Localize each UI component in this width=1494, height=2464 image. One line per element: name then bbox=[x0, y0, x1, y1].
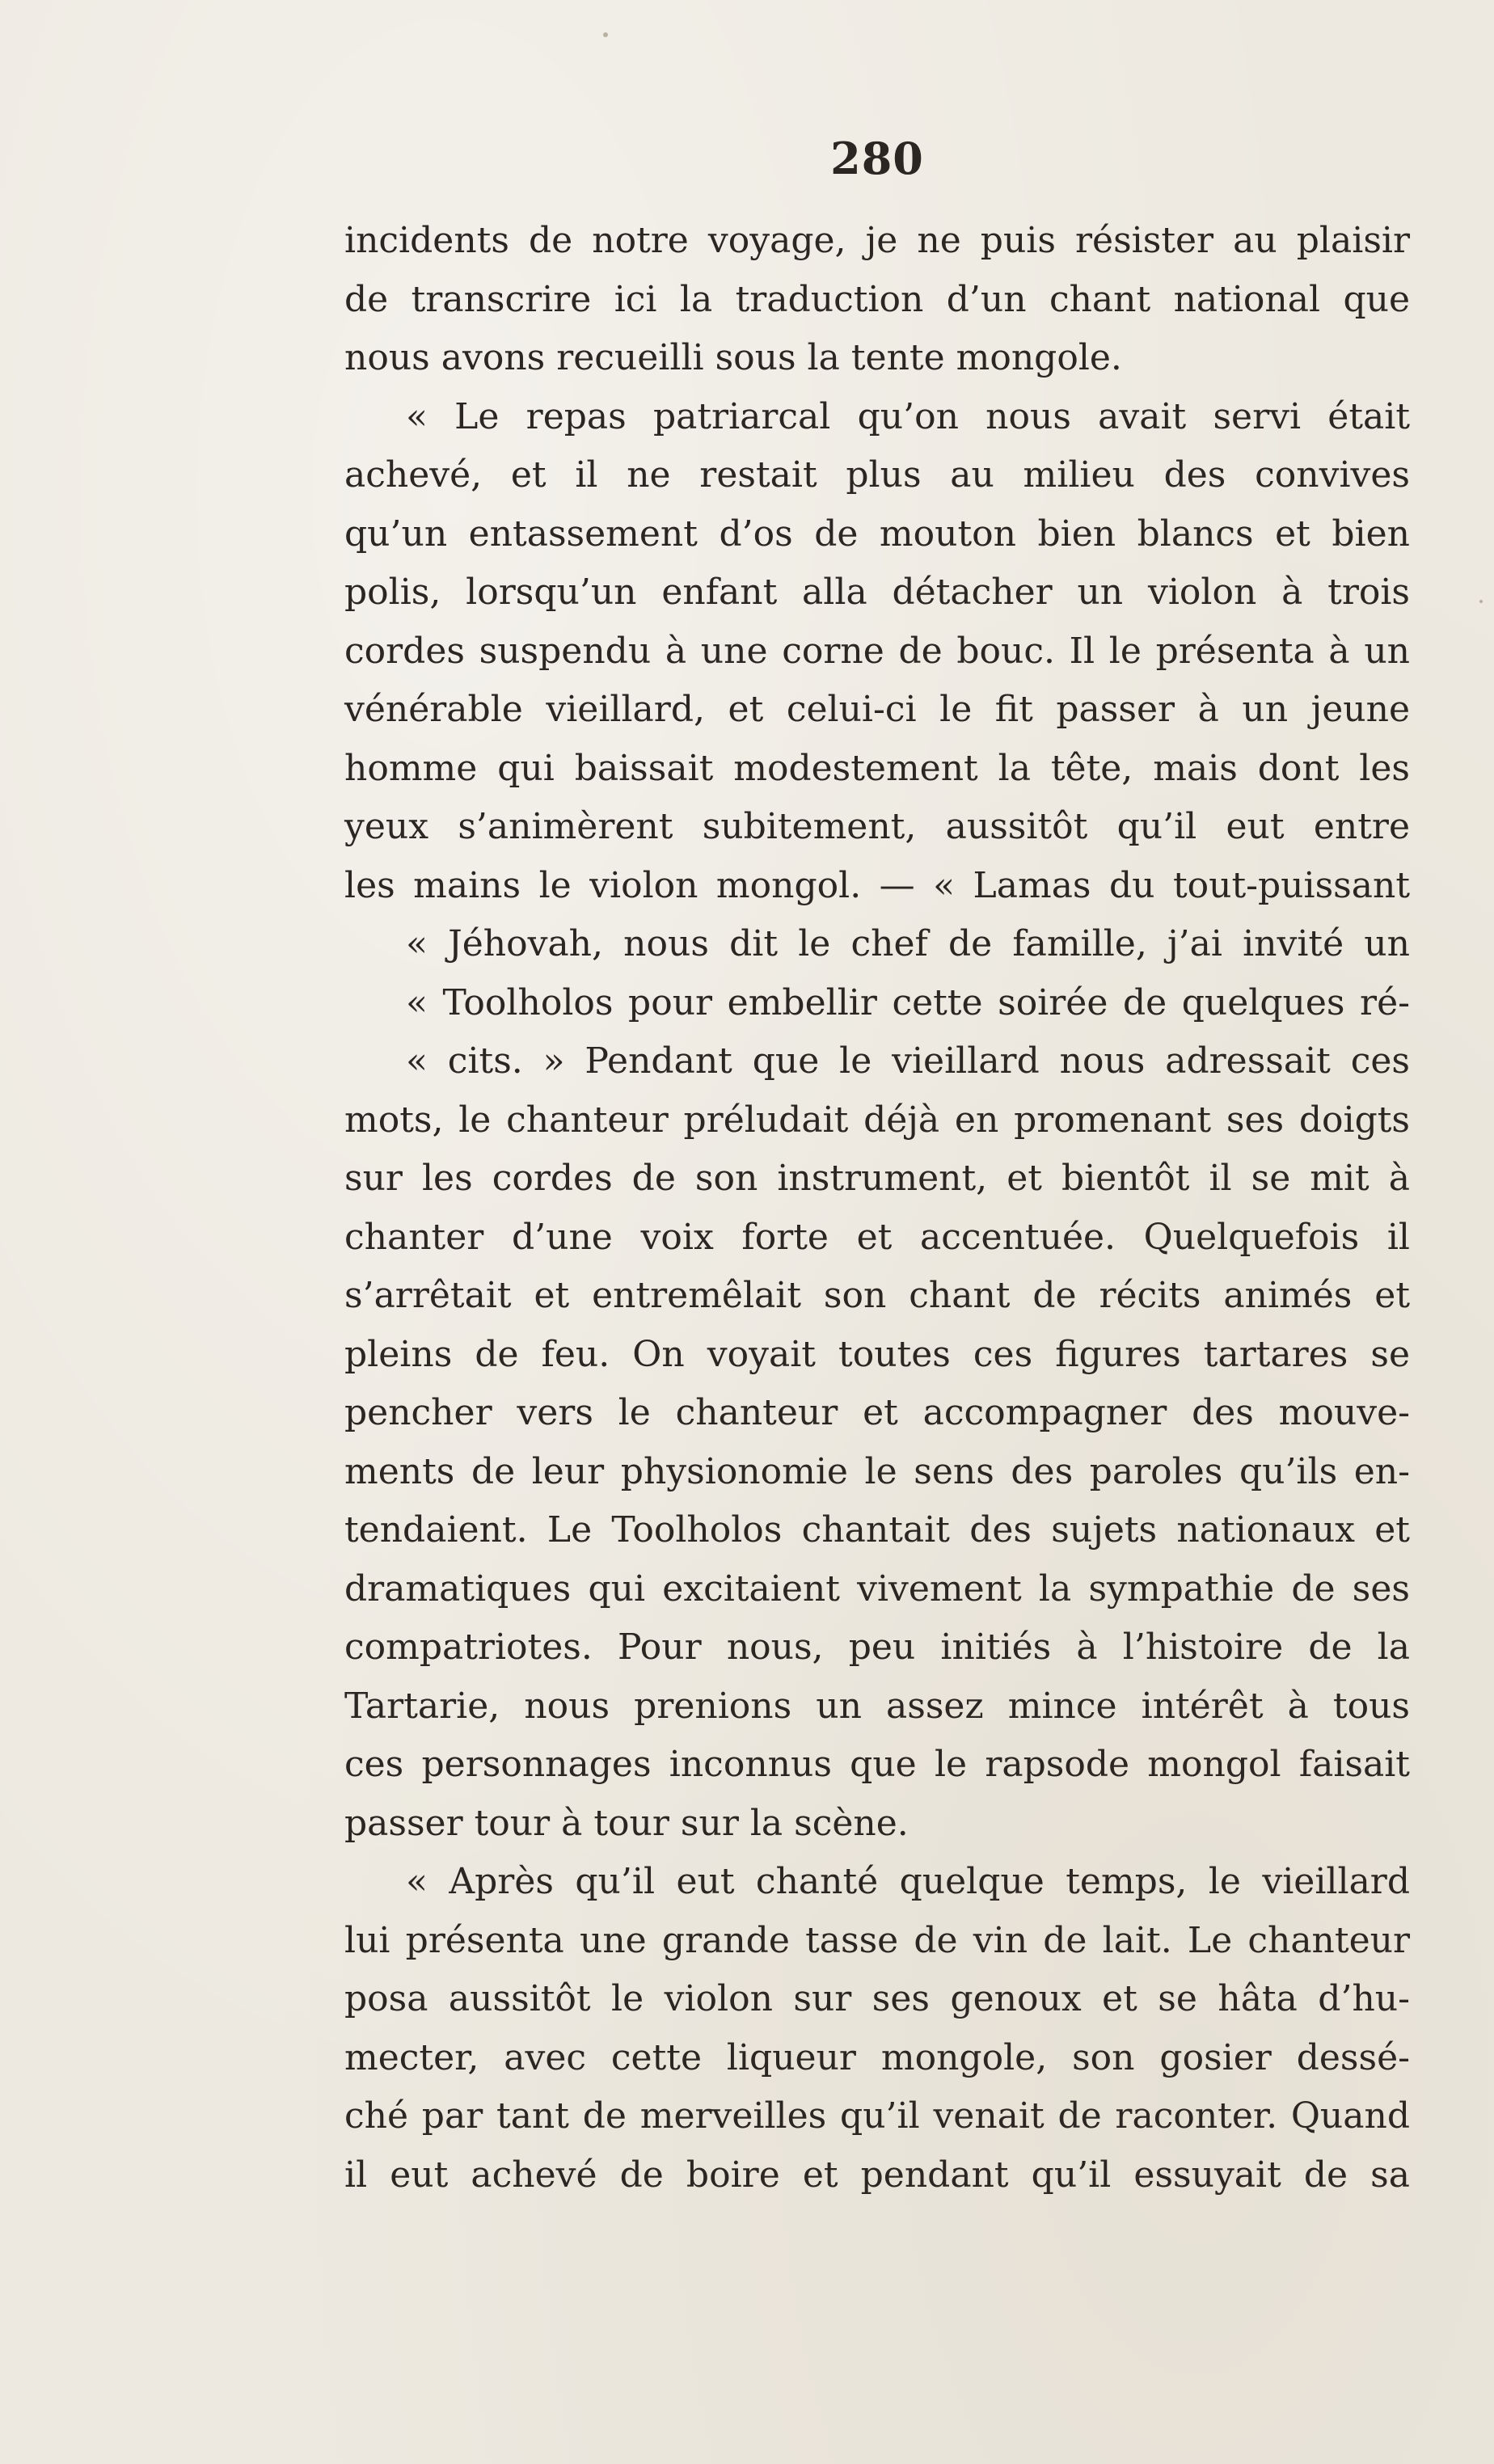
text-line: cordes suspendu à une corne de bouc. Il le présenta à un bbox=[344, 630, 1410, 672]
text-line: ché par tant de merveilles qu’il venait de raconter. Quand bbox=[344, 2095, 1410, 2137]
text-line: achevé, et il ne restait plus au milieu des convives bbox=[344, 454, 1410, 496]
text-line: chanter d’une voix forte et accentuée. Quelquefois il bbox=[344, 1216, 1410, 1258]
text-line: il eut achevé de boire et pendant qu’il essuyait de sa bbox=[344, 2154, 1410, 2196]
paper-speck bbox=[603, 32, 608, 37]
paper-speck bbox=[1479, 600, 1483, 603]
text-line: « Jéhovah, nous dit le chef de famille, j’ai invité un bbox=[406, 923, 1410, 964]
text-line: « cits. » Pendant que le vieillard nous adressait ces bbox=[406, 1040, 1410, 1082]
text-line: « Le repas patriarcal qu’on nous avait servi était bbox=[406, 395, 1410, 437]
text-line: polis, lorsqu’un enfant alla détacher un violon à trois bbox=[344, 572, 1410, 613]
text-line: nous avons recueilli sous la tente mongole. bbox=[344, 337, 1122, 378]
text-line: les mains le violon mongol. — « Lamas du tout-puissant bbox=[344, 864, 1410, 906]
text-line: incidents de notre voyage, je ne puis résister au plaisir bbox=[344, 220, 1410, 261]
text-line: homme qui baissait modestement la tête, mais dont les bbox=[344, 747, 1410, 789]
text-line: qu’un entassement d’os de mouton bien blancs et bien bbox=[344, 513, 1410, 555]
text-line: mots, le chanteur préludait déjà en promenant ses doigts bbox=[344, 1099, 1410, 1141]
text-line: yeux s’animèrent subitement, aussitôt qu’il eut entre bbox=[344, 806, 1410, 847]
text-line: « Après qu’il eut chanté quelque temps, le vieillard bbox=[406, 1861, 1410, 1902]
text-line: pleins de feu. On voyait toutes ces figures tartares se bbox=[344, 1333, 1410, 1375]
text-line: tendaient. Le Toolholos chantait des sujets nationaux et bbox=[344, 1509, 1410, 1551]
text-line: pencher vers le chanteur et accompagner des mouve- bbox=[344, 1392, 1410, 1433]
text-line: mecter, avec cette liqueur mongole, son gosier dessé- bbox=[344, 2036, 1410, 2078]
text-line: Tartarie, nous prenions un assez mince intérêt à tous bbox=[344, 1685, 1410, 1727]
text-line: s’arrêtait et entremêlait son chant de récits animés et bbox=[344, 1275, 1410, 1316]
text-line: passer tour à tour sur la scène. bbox=[344, 1802, 909, 1844]
text-line: de transcrire ici la traduction d’un chant national que bbox=[344, 278, 1410, 320]
body-text bbox=[344, 212, 1410, 2205]
text-line: ces personnages inconnus que le rapsode mongol faisait bbox=[344, 1744, 1410, 1785]
text-line: « Toolholos pour embellir cette soirée de quelques ré- bbox=[406, 981, 1410, 1023]
text-line: vénérable vieillard, et celui-ci le fit passer à un jeune bbox=[344, 689, 1410, 730]
text-line: dramatiques qui excitaient vivement la sympathie de ses bbox=[344, 1567, 1410, 1610]
text-line: lui présenta une grande tasse de vin de lait. Le chanteur bbox=[344, 1919, 1410, 1961]
text-line: posa aussitôt le violon sur ses genoux et se hâta d’hu- bbox=[344, 1978, 1410, 2019]
page-number: 280 bbox=[830, 133, 924, 184]
text-line: sur les cordes de son instrument, et bientôt il se mit à bbox=[344, 1158, 1410, 1199]
text-line: ments de leur physionomie le sens des paroles qu’ils en- bbox=[344, 1450, 1410, 1492]
text-line: compatriotes. Pour nous, peu initiés à l’histoire de la bbox=[344, 1626, 1410, 1668]
